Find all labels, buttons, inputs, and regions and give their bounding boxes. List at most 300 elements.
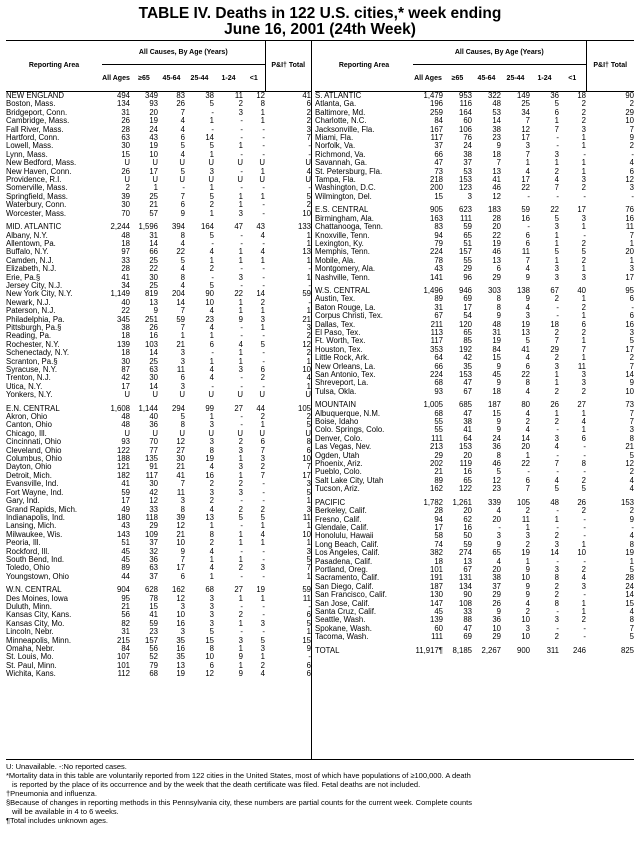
cell-pi-total: 15 [625,598,634,608]
cell-reporting-area: E.N. CENTRAL [6,404,60,413]
cell-reporting-area: Cambridge, Mass. [6,117,70,126]
table-row [315,460,634,468]
cell-1-24: 311 [546,645,559,655]
cell-reporting-area: South Bend, Ind. [6,555,65,564]
footnote-line: will be available in 4 to 6 weeks. [12,807,119,816]
cell-all-ages: 182 [116,470,130,480]
cell-pi-total: 29 [625,107,634,117]
cell-1-24: - [240,124,243,134]
cell-1-24: 1 [554,116,559,126]
table-row [6,556,311,564]
cell-lt1: 8 [581,459,586,469]
cell-lt1: 4 [260,529,265,539]
cell-pi-total: - [308,141,311,151]
cell-ge65: 15 [149,601,158,611]
cell-ge65: 57 [149,208,158,218]
cell-ge65: 131 [458,573,472,583]
cell-25-44: 9 [525,564,530,574]
cell-reporting-area: Canton, Ohio [6,421,52,430]
cell-45-64: U [179,175,185,185]
cell-ge65: 25 [149,280,158,290]
cell-lt1: 6 [581,319,586,329]
cell-reporting-area: Des Moines, Iowa [6,594,68,603]
cell-25-44: 8 [209,644,214,653]
cell-45-64: 18 [492,386,501,396]
cell-25-44: 4 [525,302,530,312]
cell-pi-total: 2 [306,331,311,341]
cell-pi-total: 4 [629,606,634,616]
cell-lt1: - [583,467,586,477]
cell-pi-total: 7 [629,124,634,134]
cell-45-64: 8 [180,420,185,430]
cell-pi-total: 5 [629,336,634,346]
cell-45-64: 8 [180,230,185,240]
cell-25-44: 6 [525,238,530,248]
table-row [315,295,634,303]
cell-25-44: - [211,124,214,134]
cell-pi-total: 10 [625,116,634,126]
cell-reporting-area: Erie, Pa.§ [6,273,41,282]
cell-ge65: 36 [149,420,158,430]
cell-lt1: 2 [260,660,265,670]
cell-all-ages: 17 [121,381,130,391]
cell-pi-total: - [308,297,311,307]
cell-pi-total: 5 [306,618,311,628]
cell-all-ages: 21 [434,467,443,477]
left-table-header [6,40,311,92]
cell-25-44: 11 [521,514,530,524]
cell-25-44: 9 [525,590,530,600]
cell-25-44: U [208,175,214,185]
cell-45-64: 4 [180,124,185,134]
cell-lt1: 3 [260,618,265,628]
cell-pi-total: 8 [629,433,634,443]
cell-ge65: 19 [149,141,158,151]
cell-all-ages: 218 [429,175,443,185]
cell-all-ages: 122 [116,445,130,455]
cell-pi-total: 7 [629,623,634,633]
cell-all-ages: 26 [121,166,130,176]
cell-all-ages: 47 [434,158,443,168]
cell-25-44: 1 [209,149,214,159]
table-row [315,232,634,240]
cell-all-ages: 37 [434,141,443,151]
table-row [6,603,311,611]
cell-reporting-area: Savannah, Ga. [315,159,368,168]
cell-all-ages: 68 [434,378,443,388]
cell-reporting-area: Pueblo, Colo. [315,468,362,477]
cell-reporting-area: Yonkers, N.Y. [6,391,53,400]
cell-lt1: 5 [260,512,265,522]
cell-lt1: 1 [581,166,586,176]
table-row [6,472,311,480]
cell-all-ages: 112 [117,669,130,679]
table-row [6,324,311,332]
cell-25-44: 1 [525,450,530,460]
cell-25-44: 5 [209,280,214,290]
cell-lt1: - [262,133,265,143]
cell-pi-total: 2 [306,107,311,117]
cell-1-24: 3 [554,615,559,625]
cell-all-ages: 28 [121,264,130,274]
title-line-2: June 16, 2001 (24th Week) [224,21,416,38]
table-row [315,507,634,515]
cell-all-ages: 130 [429,590,443,600]
cell-reporting-area: Memphis, Tenn. [315,248,370,257]
cell-45-64: 38 [492,124,501,134]
cell-pi-total: - [308,183,311,193]
cell-all-ages: 353 [429,344,443,354]
cell-lt1: 1 [581,133,586,143]
cell-pi-total: 11 [302,593,311,603]
cell-ge65: 43 [149,133,158,143]
cell-45-64: 6 [180,373,185,383]
cell-1-24: 1 [554,230,559,240]
cell-45-64: 13 [492,166,501,176]
cell-45-64: 9 [496,425,501,435]
cell-reporting-area: San Antonio, Tex. [315,371,376,379]
cell-ge65: 20 [463,450,472,460]
cell-pi-total: 6 [306,660,311,670]
cell-25-44: 4 [209,365,214,374]
cell-lt1: U [259,158,265,168]
header-45-64: 45-64 [158,65,185,92]
cell-1-24: - [240,183,243,193]
cell-45-64: 39 [176,512,185,522]
table-row [315,287,634,295]
cell-pi-total: 7 [629,408,634,418]
cell-1-24: - [240,166,243,176]
cell-all-ages: 67 [434,311,443,321]
cell-pi-total: 1 [306,496,311,506]
cell-reporting-area: Elizabeth, N.J. [6,265,57,274]
cell-25-44: 1 [209,571,214,581]
cell-all-ages: 200 [429,183,443,193]
cell-reporting-area: Long Beach, Calif. [315,540,379,549]
cell-reporting-area: Atlanta, Ga. [315,100,357,109]
cell-pi-total: 4 [629,158,634,168]
cell-ge65: 14 [149,348,158,358]
table-row [315,418,634,426]
cell-45-64: 9 [180,208,185,218]
cell-reporting-area: Norfolk, Va. [315,142,356,151]
cell-lt1: 40 [577,285,586,295]
cell-pi-total: 1 [306,627,311,637]
cell-1-24: - [556,133,559,143]
table-row [6,374,311,382]
cell-1-24: - [240,571,243,581]
table-row [315,117,634,125]
cell-all-ages: 70 [121,208,130,218]
cell-all-ages: 202 [429,459,443,469]
cell-all-ages: 2 [125,183,130,193]
cell-1-24: 3 [554,433,559,443]
cell-25-44: 4 [525,353,530,363]
cell-all-ages: 40 [121,297,130,307]
cell-45-64: U [179,428,185,438]
cell-reporting-area: Bridgeport, Conn. [6,108,68,117]
cell-pi-total: 6 [629,294,634,304]
cell-reporting-area: Austin, Tex. [315,295,356,304]
cell-pi-total: 17 [302,470,311,480]
table-row [315,452,634,460]
table-row [6,506,311,514]
cell-reporting-area: Salt Lake City, Utah [315,476,384,485]
cell-25-44: 3 [525,311,530,321]
cell-reporting-area: Glendale, Calif. [315,523,369,532]
cell-pi-total: 2 [306,348,311,358]
cell-ge65: 10 [149,149,158,159]
cell-pi-total: 10 [625,386,634,396]
cell-ge65: 36 [149,554,158,564]
cell-lt1: 3 [260,563,265,573]
cell-ge65: 108 [458,598,472,608]
cell-25-44: 80 [521,400,530,410]
cell-1-24: 1 [238,470,243,480]
cell-1-24: 1 [238,356,243,366]
cell-1-24: - [556,623,559,633]
cell-25-44: 164 [200,222,214,232]
cell-pi-total: 5 [629,450,634,460]
cell-lt1: 5 [581,247,586,257]
cell-ge65: 70 [149,437,158,447]
cell-1-24: 22 [234,289,243,299]
cell-pi-total: 21 [625,442,634,452]
cell-pi-total: 9 [629,514,634,524]
cell-ge65: 116 [459,99,472,109]
cell-45-64: 8 [496,294,501,304]
cell-reporting-area: Toledo, Ohio [6,564,50,573]
cell-reporting-area: Reading, Pa. [6,332,52,341]
cell-ge65: 14 [149,381,158,391]
table-row [315,600,634,608]
table-row [6,653,311,661]
cell-lt1: 3 [581,175,586,185]
table-row [6,282,311,290]
cell-25-44: 1 [209,412,214,422]
cell-45-64: 46 [492,183,501,193]
cell-all-ages: 121 [116,462,130,472]
cell-reporting-area: Peoria, Ill. [6,539,41,548]
table-row [6,341,311,349]
cell-ge65: 20 [463,506,472,516]
cell-25-44: 4 [525,598,530,608]
table-row [6,316,311,324]
cell-45-64: U [179,390,185,400]
cell-45-64: 322 [487,91,501,100]
cell-pi-total: 2 [629,467,634,477]
table-row [315,524,634,532]
cell-all-ages: 31 [434,302,443,312]
cell-25-44: 34 [521,107,530,117]
cell-25-44: 3 [209,610,214,620]
cell-lt1: 3 [260,314,265,324]
cell-1-24: 1 [238,141,243,151]
cell-ge65: 59 [463,222,472,232]
cell-25-44: 105 [516,497,530,507]
cell-pi-total: 73 [625,400,634,410]
cell-lt1: - [262,627,265,637]
cell-lt1: - [262,479,265,489]
cell-pi-total: 7 [629,417,634,427]
cell-all-ages: 117 [430,336,443,346]
cell-reporting-area: New York City, N.Y. [6,290,73,299]
cell-ge65: 1 [153,183,158,193]
header-lt1: <1 [243,65,265,92]
cell-45-64: - [182,183,185,193]
cell-1-24: 2 [554,294,559,304]
cell-25-44: 6 [525,361,530,371]
cell-all-ages: 147 [429,598,443,608]
cell-ge65: 32 [149,546,158,556]
cell-pi-total: 11 [302,512,311,522]
cell-1-24: 7 [554,183,559,193]
table-row [6,480,311,488]
cell-all-ages: 167 [429,124,443,134]
cell-45-64: 36 [492,442,501,452]
cell-45-64: 10 [176,610,185,620]
cell-reporting-area: Fresno, Calif. [315,515,362,524]
cell-lt1: 3 [581,378,586,388]
cell-reporting-area: Phoenix, Ariz. [315,460,363,469]
cell-1-24: 4 [554,442,559,452]
cell-reporting-area: Richmond, Va. [315,150,366,159]
cell-all-ages: 18 [121,238,130,248]
table-row [315,215,634,223]
cell-lt1: - [583,230,586,240]
cell-1-24: 2 [554,386,559,396]
cell-ge65: 30 [149,479,158,489]
cell-25-44: 3 [209,601,214,611]
cell-25-44: 4 [209,247,214,257]
cell-1-24: 27 [234,585,243,595]
cell-25-44: 4 [209,373,214,383]
table-row [6,539,311,547]
cell-45-64: 183 [487,205,501,215]
cell-lt1: - [583,442,586,452]
cell-reporting-area: Schenectady, N.Y. [6,349,69,358]
cell-reporting-area: St. Louis, Mo. [6,653,54,662]
cell-lt1: 2 [581,183,586,193]
cell-pi-total: 2 [629,353,634,363]
cell-reporting-area: Little Rock, Ark. [315,354,370,363]
cell-25-44: 13 [521,327,530,337]
cell-pi-total: 17 [625,272,634,282]
cell-lt1: 2 [260,297,265,307]
table-row [6,497,311,505]
cell-1-24: 7 [554,459,559,469]
cell-reporting-area: Birmingham, Ala. [315,214,374,223]
cell-lt1: - [583,556,586,566]
cell-45-64: 9 [496,417,501,427]
cell-45-64: 9 [496,378,501,388]
cell-25-44: 10 [205,652,214,662]
cell-all-ages: 45 [434,606,443,616]
cell-reporting-area: MOUNTAIN [315,401,357,410]
left-table [6,40,311,679]
cell-pi-total: 2 [306,412,311,422]
cell-25-44: 1 [525,158,530,168]
cell-lt1: 27 [577,400,586,410]
cell-25-44: 4 [525,425,530,435]
cell-lt1: 5 [260,635,265,645]
cell-all-ages: 97 [121,247,130,257]
table-row [6,184,311,192]
cell-25-44: 19 [521,319,530,329]
table-row [6,405,311,413]
cell-ge65: 65 [463,230,472,240]
cell-25-44: 149 [516,91,530,100]
cell-lt1: 1 [260,652,265,662]
cell-1-24: 22 [550,205,559,215]
cell-ge65: 52 [149,652,158,662]
cell-all-ages: 29 [434,450,443,460]
cell-ge65: 349 [144,91,158,100]
table-row [6,92,311,100]
cell-all-ages: 48 [121,420,130,430]
table-row [6,274,311,282]
cell-lt1: 1 [260,116,265,126]
cell-pi-total: 8 [306,437,311,447]
cell-ge65: 103 [144,339,158,349]
cell-ge65: 63 [149,563,158,573]
cell-all-ages: 21 [121,601,130,611]
cell-ge65: 51 [463,238,472,248]
cell-1-24: 8 [554,598,559,608]
cell-45-64: 6 [496,264,501,274]
table-row [315,549,634,557]
cell-pi-total: 1 [629,238,634,248]
table-row [315,206,634,214]
cell-25-44: 4 [525,264,530,274]
cell-lt1: 11 [577,361,586,371]
cell-pi-total: 7 [306,563,311,573]
cell-45-64: 7 [180,107,185,117]
cell-25-44: 90 [205,289,214,299]
cell-1-24: 48 [550,497,559,507]
cell-ge65: 63 [149,365,158,374]
cell-ge65: 77 [149,445,158,455]
cell-all-ages: 113 [430,327,443,337]
cell-ge65: 30 [149,272,158,282]
cell-all-ages: 143 [116,529,130,539]
cell-all-ages: 42 [121,373,130,383]
cell-pi-total: 1 [306,272,311,282]
cell-reporting-area: Lexington, Ky. [315,239,364,248]
cell-lt1: 2 [581,238,586,248]
cell-reporting-area: Miami, Fla. [315,134,354,143]
cell-1-24: - [240,116,243,126]
cell-lt1: 1 [581,408,586,418]
table-row [315,274,634,282]
cell-25-44: 9 [525,581,530,591]
cell-25-44: 1 [209,116,214,126]
cell-reporting-area: Montgomery, Ala. [315,265,376,274]
cell-lt1: 2 [581,475,586,485]
cell-all-ages: 44 [121,571,130,581]
cell-all-ages: 49 [121,504,130,514]
table-row [6,358,311,366]
cell-45-64: 48 [492,99,501,109]
cell-all-ages: 259 [429,107,443,117]
cell-45-64: 4 [180,238,185,248]
cell-reporting-area: Tucson, Ariz. [315,485,360,494]
table-row [6,257,311,265]
cell-reporting-area: Hartford, Conn. [6,134,60,143]
cell-all-ages: 139 [116,339,130,349]
cell-lt1: 2 [581,615,586,625]
table-row [6,290,311,298]
